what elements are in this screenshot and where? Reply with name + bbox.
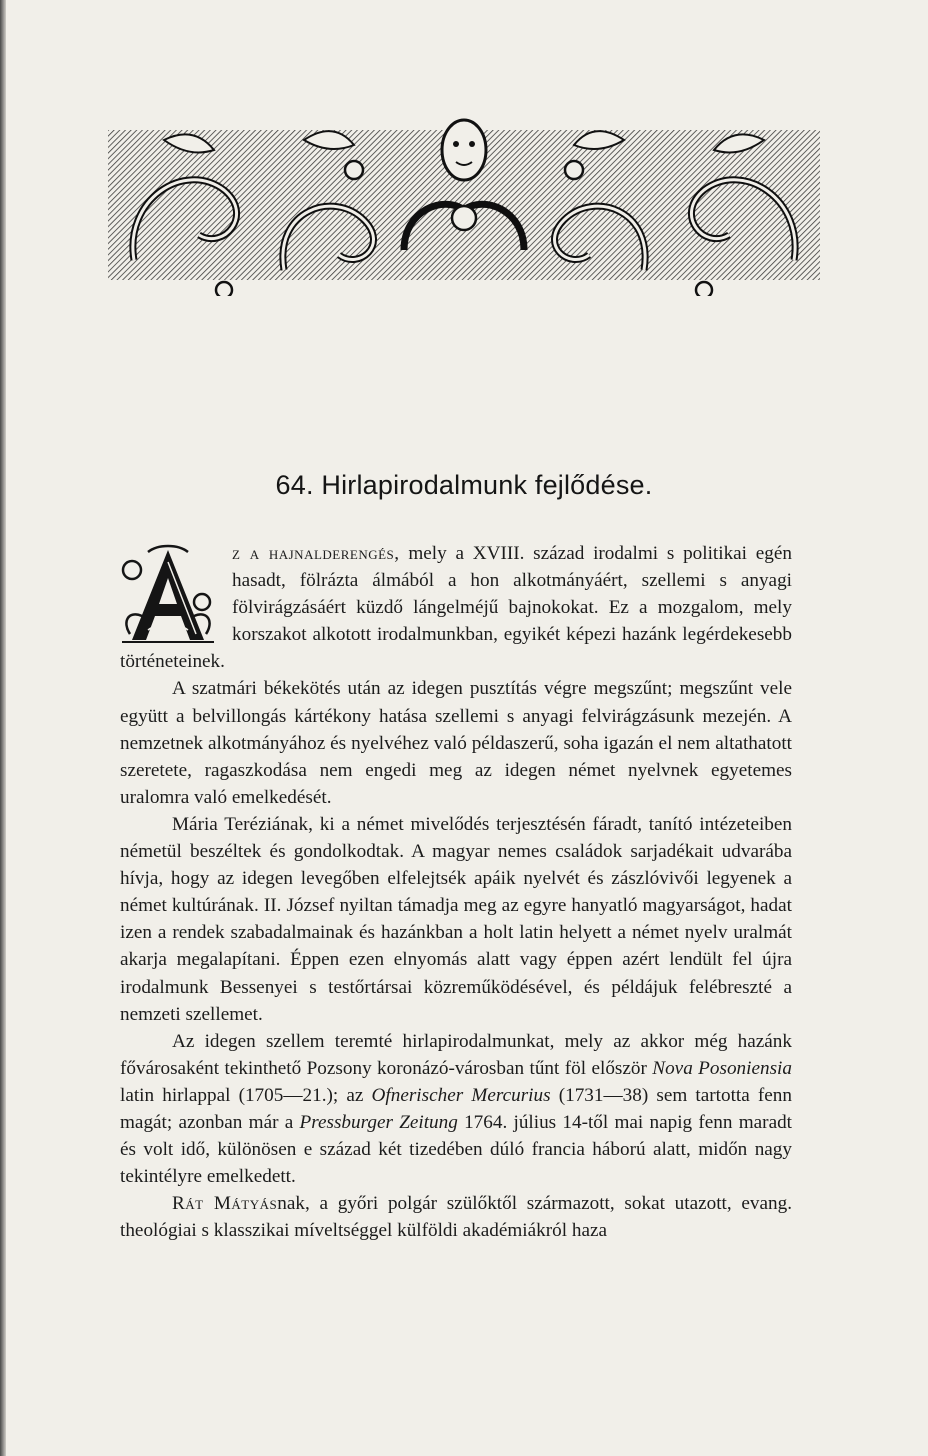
paragraph-4	[120, 1028, 792, 1191]
paragraph-2: A szatmári békekötés után az idegen pusztítás végre megszűnt; megszűnt vele együtt a belvillongás kártékony hatása szellemi s anyagi felvirágzásunk mezején. A nemzetnek alkotmányához és nyelvéhez való példaszerű, soha igazán el nem altathatott szeretete, ragaszkodása nem engedi meg az idegen német nyelvnek egyetemes uralomra való emelkedését.	[120, 678, 792, 808]
paragraph-4-part-a: Az idegen szellem teremté hirlapirodalmunkat, mely az akkor még hazánk fővárosaként tekinthető Pozsony koronázó-városban tűnt föl először	[120, 1030, 792, 1079]
person-name-smallcaps: Rát Mátyás	[172, 1193, 278, 1215]
paragraph-4-part-b: latin hirlappal (1705—21.); az	[120, 1084, 372, 1106]
paragraph-5-text: nak, a győri polgár szülőktől származott, sokat utazott, evang. theológiai s klasszikai míveltséggel külföldi akadémiákról haza	[120, 1193, 792, 1242]
paragraph-1-text: mely a XVIII. század irodalmi s politikai egén hasadt, fölrázta álmából a hon alkotmányáért, szellemi s anyagi fölvirágzásáért küzdő lángelméjű bajnokokat. Ez a mozgalom, mely korszakot alkotott irodalmunkban, egyikét képezi hazánk legérdekesebb történeteinek.	[120, 543, 792, 673]
newspaper-title-nova-posoniensia: Nova Posoniensia	[652, 1057, 792, 1079]
page-edge	[0, 0, 6, 1456]
paragraph-5	[120, 1190, 792, 1244]
paragraph-3: Mária Teréziának, ki a német mivelődés terjesztésén fáradt, tanító intézeteiben németül beszéltek és gondolkodtak. A magyar nemes családok sarjadékait udvarába hívja, hogy az idegen levegőben elfelejtsék apáik nyelvét és zászlóvivői legyenek a német kultúrának. II. József nyiltan támadja meg az egyre hanyatló magyarságot, hadat izen a rendek szabadalmainak és hazánkban a holt latin helyett a német nyelv uralmát akarja megalapítani. Éppen ezen elnyomás alatt vagy éppen azért lendült fel újra irodalmunk Bessenyei s testőrtársai közreműködésével, és példájuk felébreszté a nemzeti szellemet.	[120, 813, 792, 1025]
body-text	[120, 540, 792, 1244]
lead-in-smallcaps: z a hajnalderengés,	[232, 543, 400, 564]
newspaper-title-ofnerischer-mercurius: Ofnerischer Mercurius	[371, 1084, 551, 1106]
newspaper-title-pressburger-zeitung: Pressburger Zeitung	[299, 1111, 458, 1133]
paragraph-4-part-d: 1764. július 14-től mai napig fenn maradt és volt idő, különösen e század két tizedében dúló francia háború alatt, midőn nagy tekintélyre emelkedett.	[120, 1111, 793, 1188]
mask-figure	[442, 120, 486, 180]
paragraph-4-part-c: (1731—38) sem tartotta fenn magát; azonban már a	[120, 1084, 792, 1133]
decorated-initial-a	[118, 542, 218, 648]
ornamental-headpiece	[104, 100, 824, 296]
chapter-title: 64. Hirlapirodalmunk fejlődése.	[275, 470, 653, 500]
paragraph-1	[120, 540, 792, 675]
